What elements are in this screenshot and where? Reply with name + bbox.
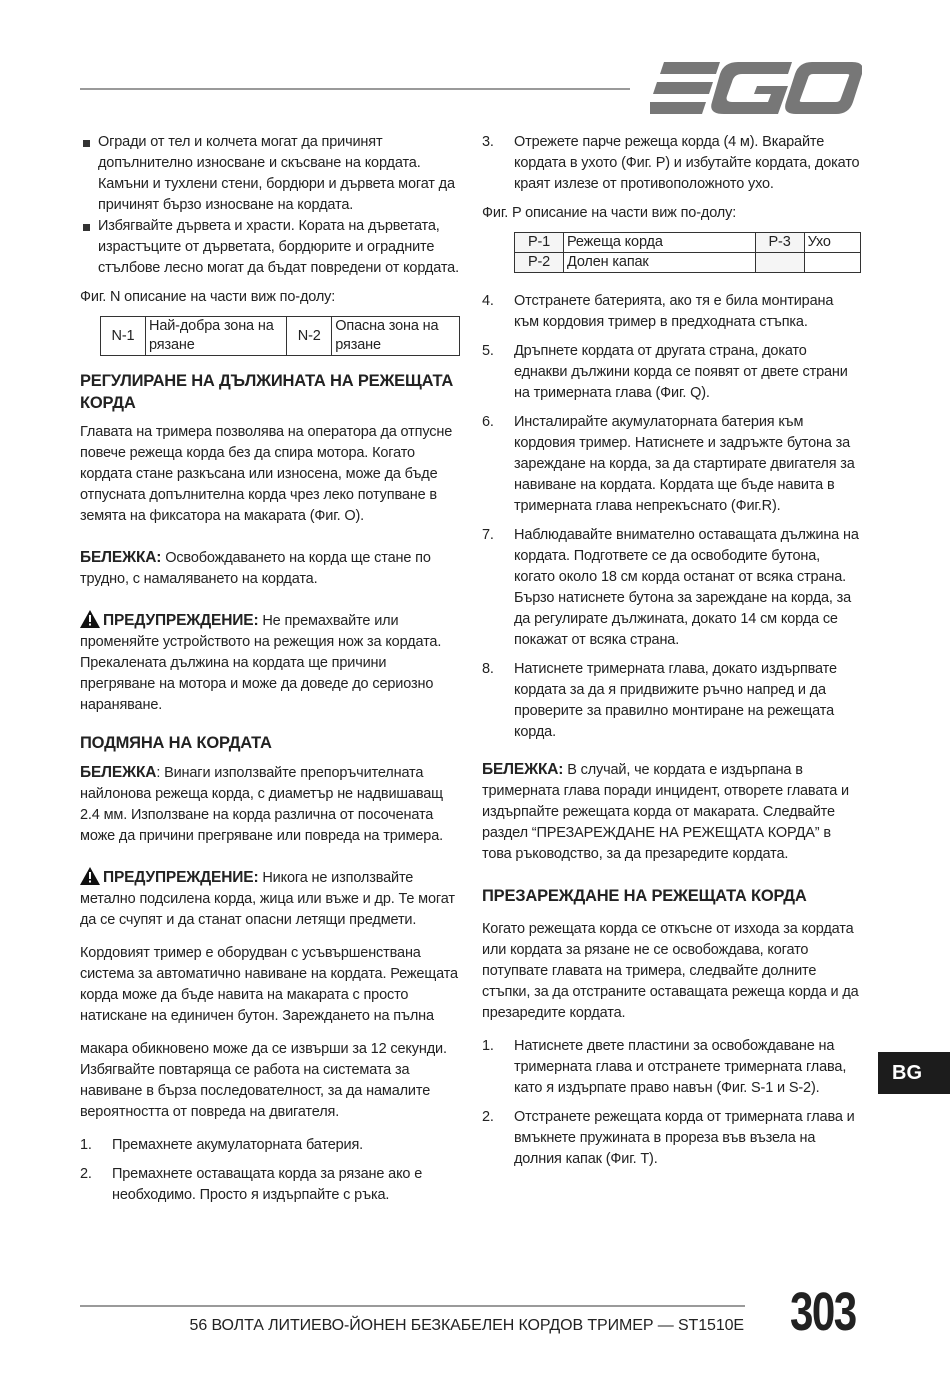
part-desc: Режеща корда <box>564 233 756 253</box>
warning-label: ПРЕДУПРЕЖДЕНИЕ: <box>103 612 259 629</box>
section-heading-replace: ПОДМЯНА НА КОРДАТА <box>80 734 272 752</box>
step-number: 1. <box>482 1038 494 1054</box>
warning-icon <box>80 610 100 628</box>
step-item <box>482 291 862 333</box>
warning-paragraph <box>80 610 462 716</box>
note-paragraph <box>80 762 462 847</box>
fig-p-caption: Фиг. P описание на части виж по-долу: <box>482 205 737 221</box>
note-text: Освобождаването на корда ще стане по трудно, с намаляването на кордата. <box>80 550 431 587</box>
step-item <box>482 341 862 404</box>
step-item <box>482 1107 862 1170</box>
note-text: : Винаги използвайте препоръчителната найлонова режеща корда, с диаметър не надвишаващ 2.4 мм. Използване на корда различна от посочената може да причини прегряване или повреда на тримера. <box>80 765 444 844</box>
step-number: 6. <box>482 414 494 430</box>
fig-n-parts-table <box>100 316 460 356</box>
ego-logo <box>650 62 862 114</box>
note-paragraph <box>482 759 862 865</box>
section-heading-reload: ПРЕЗАРЕЖДАНЕ НА РЕЖЕЩАТА КОРДА <box>482 887 807 905</box>
warning-text: Никога не използвайте метално подсилена корда, жица или въже и др. Те могат да се счупят и да станат опасни летящи предмети. <box>80 870 455 928</box>
empty-cell <box>804 253 860 273</box>
note-label: БЕЛЕЖКА: <box>482 761 564 778</box>
bullet-item: Избягвайте дървета и храсти. Кората на дърветата, израстъците от дърветата, бордюрите и оградните стълбове лесно могат да бъдат повредени от кордата. <box>80 216 462 279</box>
header-rule <box>80 88 630 90</box>
part-code: P-2 <box>515 253 564 273</box>
paragraph: макара обикновено може да се извърши за 12 секунди. Избягвайте повтаряща се работа на системата за навиване в бърза последователност, за да намалите вероятността от повреда на двигателя. <box>80 1041 447 1120</box>
step-text: Отрежете парче режеща корда (4 м). Вкарайте кордата в ухото (Фиг. P) и избутайте кордата, докато краят излезе от противоположното ухо. <box>514 134 860 192</box>
step-item <box>80 1164 462 1206</box>
page-number: 303 <box>790 1282 856 1342</box>
step-number: 2. <box>482 1109 494 1125</box>
empty-cell <box>755 253 804 273</box>
step-number: 1. <box>80 1137 92 1153</box>
part-code: P-3 <box>755 233 804 253</box>
section-heading-adjust: РЕГУЛИРАНЕ НА ДЪЛЖИНАТА НА РЕЖЕЩАТА КОРДА <box>80 372 454 412</box>
step-item <box>482 132 862 195</box>
step-item <box>482 525 862 651</box>
bullet-item: Огради от тел и колчета могат да причинят допълнително износване и скъсване на кордата. Камъни и тухлени стени, бордюри и дървета могат да причинят бързо износване на кордата. <box>80 132 462 216</box>
part-desc: Опасна зона на рязане <box>332 317 460 356</box>
step-text: Отстранете режещата корда от тримерната глава и вмъкнете пружината в прореза във възела на долния капак (Фиг. T). <box>514 1109 855 1167</box>
note-label: БЕЛЕЖКА <box>80 764 157 781</box>
note-text: В случай, че кордата е издърпана в тримерната глава поради инцидент, отворете главата и издърпайте режещата корда от макарата. Следвайте раздел “ПРЕЗАРЕЖДАНЕ НА РЕЖЕЩАТА КОРДА” в това ръководство, за да презаредите кордата. <box>482 762 849 862</box>
part-desc: Ухо <box>804 233 860 253</box>
note-label: БЕЛЕЖКА: <box>80 549 162 566</box>
step-text: Премахнете акумулаторната батерия. <box>112 1137 364 1153</box>
step-text: Наблюдавайте внимателно оставащата дължина на кордата. Подгответе се да освободите бутона, когато около 18 см корда останат от всяка страна. Бързо натиснете бутона за зареждане на корда, за да регулирате дължината, докато 14 см корда се покажат от всяка страна. <box>514 527 859 648</box>
step-number: 8. <box>482 661 494 677</box>
fig-p-parts-table <box>514 232 861 273</box>
warning-paragraph <box>80 867 462 931</box>
step-number: 2. <box>80 1166 92 1182</box>
step-text: Премахнете оставащата корда за рязане ако е необходимо. Просто я издърпайте с ръка. <box>112 1166 423 1203</box>
fig-n-caption: Фиг. N описание на части виж по-долу: <box>80 289 336 305</box>
step-text: Дръпнете кордата от другата страна, докато еднакви дължини корда се появят от двете страни на тримерната глава (Фиг. Q). <box>514 343 848 401</box>
left-column <box>80 132 462 1206</box>
part-desc: Най-добра зона на рязане <box>146 317 287 356</box>
part-code: P-1 <box>515 233 564 253</box>
part-code: N-1 <box>101 317 146 356</box>
warning-text: Не премахвайте или променяйте устройството на режещия нож за кордата. Прекалената дължина на кордата ще причини прегряване на мотора и може да доведе до сериозно нараняване. <box>80 613 442 713</box>
step-number: 4. <box>482 293 494 309</box>
note-paragraph <box>80 547 462 590</box>
warning-icon <box>80 867 100 885</box>
step-text: Отстранете батерията, ако тя е била монтирана към кордовия тример в предходната стъпка. <box>514 293 834 330</box>
part-desc: Долен капак <box>564 253 756 273</box>
step-item <box>482 659 862 743</box>
step-number: 5. <box>482 343 494 359</box>
step-number: 7. <box>482 527 494 543</box>
step-number: 3. <box>482 134 494 150</box>
paragraph: Когато режещата корда се откъсне от изхода за кордата или кордата за рязане не се освобождава, когато потупвате главата на тримера, следвайте долните стъпки, за да отстраните оставащата режеща корда и да презаредите кордата. <box>482 921 859 1021</box>
part-code: N-2 <box>287 317 332 356</box>
step-text: Натиснете тримерната глава, докато издърпвате кордата за да я придвижите ръчно напред и да проверите за правилно монтиране на режещата корда. <box>514 661 837 740</box>
step-text: Инсталирайте акумулаторната батерия към кордовия тример. Натиснете и задръжте бутона за зареждане на корда, за да стартирате двигателя за навиване на кордата. Кордата ще бъде навита в тримерната глава непрекъснато (Фиг.R). <box>514 414 855 514</box>
footer-title: 56 ВОЛТА ЛИТИЕВО-ЙОНЕН БЕЗКАБЕЛЕН КОРДОВ ТРИМЕР — ST1510E <box>189 1317 744 1334</box>
step-text: Натиснете двете пластини за освобождаване на тримерната глава и отстранете тримерната глава, като я издърпате право навън (Фиг. S-1 и S-2). <box>514 1038 847 1096</box>
warning-label: ПРЕДУПРЕЖДЕНИЕ: <box>103 869 259 886</box>
step-item <box>80 1135 462 1156</box>
footer-rule <box>80 1305 745 1307</box>
right-column <box>482 132 862 1170</box>
step-item <box>482 1036 862 1099</box>
paragraph: Главата на тримера позволява на оператора да отпусне повече режеща корда без да спира мотора. Когато кордата стане разкъсана или износена, може да бъде отпусната допълнителна корда чрез леко потупване в земята на фиксатора на макарата (Фиг. O). <box>80 424 453 524</box>
language-tab: BG <box>878 1052 950 1094</box>
paragraph: Кордовият тример е оборудван с усъвършенствана система за автоматично навиване на кордата. Режещата корда може да бъде навита на макарата с просто натискане на единичен бутон. Зареждането на пълна <box>80 945 458 1024</box>
step-item <box>482 412 862 517</box>
